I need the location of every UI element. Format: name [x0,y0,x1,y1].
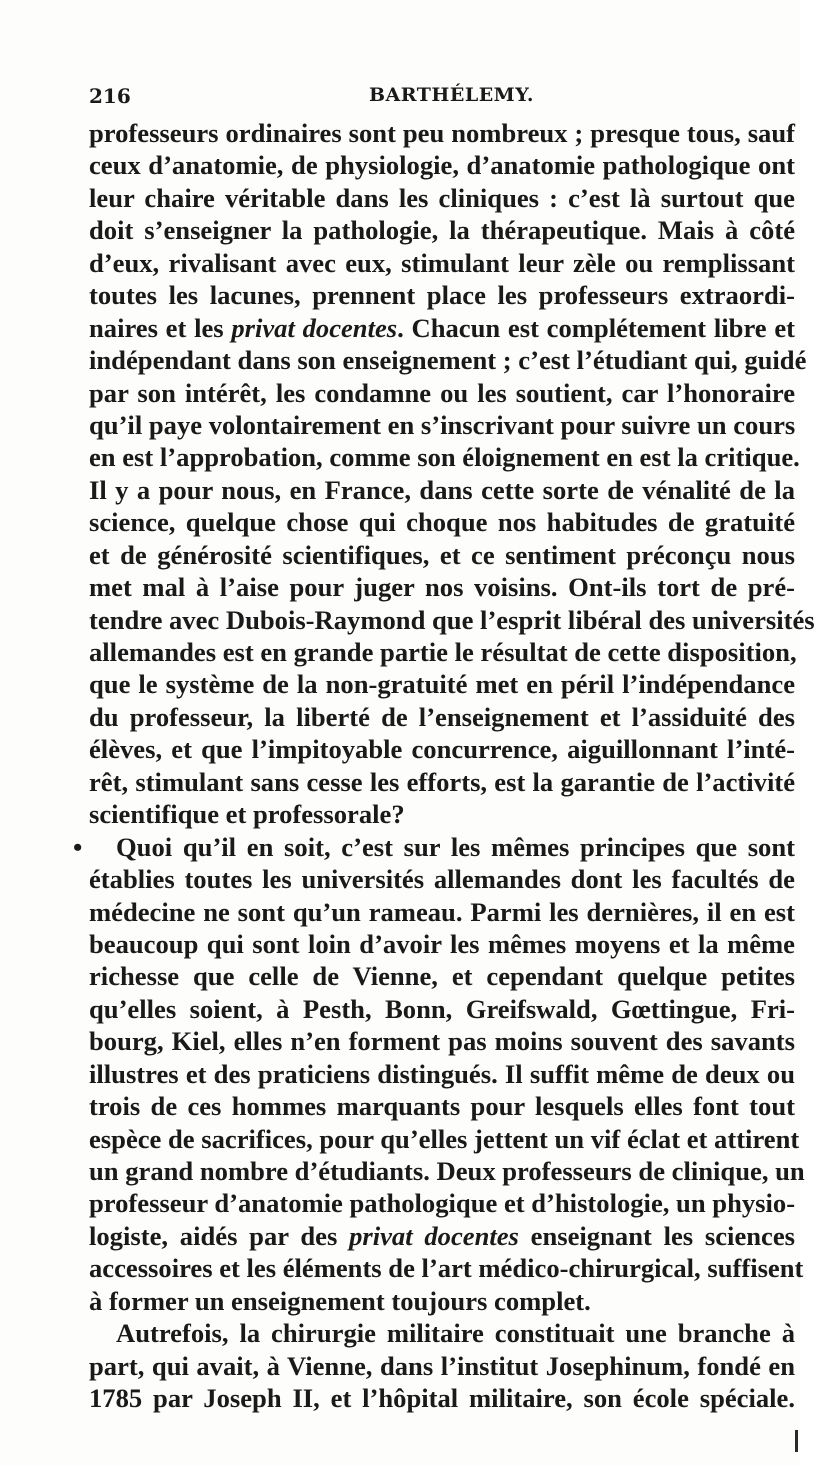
text-line: un grand nombre d’étudiants. Deux professeurs de clinique, un [89,1156,805,1186]
text-line: tendre avec Dubois-Raymond que l’esprit libéral des universités [89,604,815,635]
text-segment: logiste, aidés par des [89,1220,350,1251]
text-line: à former un enseignement toujours complet. [89,1285,591,1316]
text-line: allemandes est en grande partie le résultat de cette disposition, [89,637,797,667]
text-line: rêt, stimulant sans cesse les efforts, est la garantie de l’activité [89,766,795,797]
italic-term: privat docentes [231,312,398,343]
text-line: établies toutes les universités allemandes dont les facultés de [89,864,795,895]
running-head [89,84,789,114]
text-line: médecine ne sont qu’un rameau. Parmi les dernières, il en est [89,896,795,927]
text-line [89,1220,795,1252]
text-line: bourg, Kiel, elles n’en forment pas moins souvent des savants [89,1026,795,1057]
text-line: ceux d’anatomie, de physiologie, d’anatomie pathologique ont [89,150,795,181]
text-line: toutes les lacunes, prennent place les professeurs extraordi- [89,280,795,311]
paragraph-3 [89,1317,795,1414]
text-line: que le système de la non-gratuité met en péril l’indépendance [89,669,795,700]
text-line: part, qui avait, à Vienne, dans l’institut Josephinum, fondé en [89,1350,795,1381]
text-line: beaucoup qui sont loin d’avoir les mêmes moyens et la même [89,928,795,959]
italic-term: privat docentes [349,1220,519,1251]
text-line: doit s’enseigner la pathologie, la thérapeutique. Mais à côté [89,215,795,246]
text-line: scientifique et professorale? [89,799,405,830]
text-line: en est l’approbation, comme son éloignement en est la critique. [89,442,800,473]
text-segment: enseignant les sciences [518,1220,795,1251]
text-line: qu’il paye volontairement en s’inscrivant pour suivre un cours [89,409,796,440]
text-line: accessoires et les éléments de l’art médico-chirurgical, suffisent [89,1253,804,1284]
text-line: d’eux, rivalisant avec eux, stimulant leur zèle ou remplissant [89,247,795,278]
text-segment: Quoi qu’il en soit, c’est sur les mêmes principes que sont [116,831,795,862]
page-edge-mark [795,1430,798,1452]
text-line [89,312,795,344]
text-line: et de générosité scientifiques, et ce sentiment préconçu nous [89,539,795,570]
text-line: qu’elles soient, à Pesth, Bonn, Greifswald, Gœttingue, Fri- [89,993,795,1024]
text-line: science, quelque chose qui choque nos habitudes de gratuité [89,507,795,538]
text-line: 1785 par Joseph II, et l’hôpital militaire, son école spéciale. [89,1383,795,1414]
running-title: BARTHÉLEMY. [369,84,534,106]
text-line: du professeur, la liberté de l’enseignement et l’assiduité des [89,701,795,732]
paragraph-2 [73,831,805,1318]
text-line: Il y a pour nous, en France, dans cette sorte de vénalité de la [89,474,795,505]
text-line: par son intérêt, les condamne ou les soutient, car l’honoraire [89,377,795,408]
page-number: 216 [89,84,131,108]
text-segment: . Chacun est complétement libre et [397,312,795,343]
text-line: leur chaire véritable dans les cliniques : c’est là surtout que [89,182,795,213]
text-line: illustres et des praticiens distingués. Il suffit même de deux ou [89,1058,795,1089]
body-text [73,117,815,1415]
text-line [73,831,795,863]
text-line: Autrefois, la chirurgie militaire constituait une branche à [116,1318,795,1349]
text-line: trois de ces hommes marquants pour lesquels elles font tout [89,1091,795,1122]
paragraph-1 [89,117,815,831]
text-line: élèves, et que l’impitoyable concurrence, aiguillonnant l’inté- [89,734,795,765]
text-line: richesse que celle de Vienne, et cependant quelque petites [89,961,795,992]
text-line: professeur d’anatomie pathologique et d’histologie, un physio- [89,1188,796,1219]
text-line: met mal à l’aise pour juger nos voisins. Ont-ils tort de pré- [89,572,795,603]
text-segment: naires et les [89,312,232,343]
text-line: indépendant dans son enseignement ; c’est l’étudiant qui, guidé [89,345,807,376]
bullet-mark: • [73,831,83,862]
text-line: espèce de sacrifices, pour qu’elles jettent un vif éclat et attirent [89,1123,800,1154]
text-line: professeurs ordinaires sont peu nombreux ; presque tous, sauf [89,118,795,148]
